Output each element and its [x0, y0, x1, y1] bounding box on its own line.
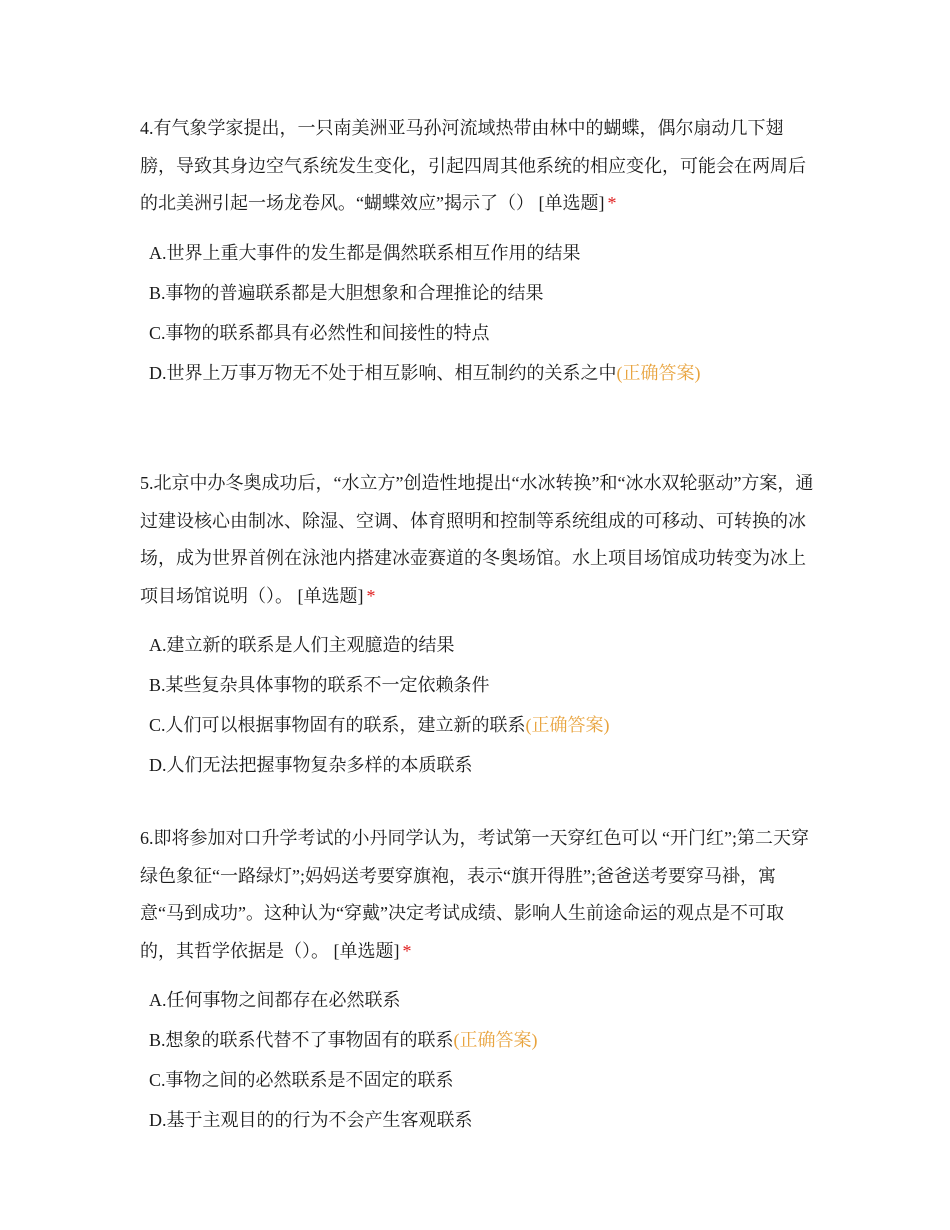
option-c [140, 313, 815, 353]
option-text: B.事物的普遍联系都是大胆想象和合理推论的结果 [149, 282, 544, 303]
correct-answer-label: (正确答案) [616, 362, 701, 383]
question-text: 6.即将参加对口升学考试的小丹同学认为，考试第一天穿红色可以 “开门红”;第二天穿绿色象征“一路绿灯”;妈妈送考要穿旗袍，表示“旗开得胜”;爸爸送考要穿马褂，寓意“马到成功”。这种认为“穿戴”决定考试成绩、影响人生前途命运的观点是不可取的，其哲学依据是（）。 [140, 828, 809, 961]
correct-answer-label: (正确答案) [453, 1030, 538, 1050]
question-text: 5.北京中办冬奥成功后，“水立方”创造性地提出“水冰转换”和“冰水双轮驱动”方案，通过建设核心由制冰、除湿、空调、体育照明和控制等系统组成的可移动、可转换的冰场，成为世界首例在泳池内搭建冰壶赛道的冬奥场馆。水上项目场馆成功转变为冰上项目场馆说明（）。 [140, 473, 814, 606]
option-a [140, 233, 815, 273]
option-text: D.基于主观目的的行为不会产生客观联系 [149, 1110, 473, 1130]
option-text: B.想象的联系代替不了事物固有的联系 [149, 1030, 454, 1050]
option-list [140, 625, 815, 785]
question-type-label: [单选题] [297, 585, 364, 606]
option-d [140, 1100, 815, 1140]
question-type-label: [单选题] [333, 940, 400, 961]
question-type-label: [单选题] [538, 193, 605, 213]
question-4 [140, 110, 815, 393]
option-list [140, 980, 815, 1140]
option-a [140, 625, 815, 665]
option-text: D.人们无法把握事物复杂多样的本质联系 [149, 755, 473, 775]
option-text: C.人们可以根据事物固有的联系，建立新的联系 [149, 715, 526, 735]
option-a [140, 980, 815, 1020]
question-5 [140, 465, 815, 785]
option-text: D.世界上万事万物无不处于相互影响、相互制约的关系之中 [149, 362, 617, 383]
option-text: C.事物的联系都具有必然性和间接性的特点 [149, 322, 490, 343]
required-mark: * [607, 193, 617, 213]
required-mark: * [402, 940, 412, 961]
option-list [140, 233, 815, 393]
option-text: A.建立新的联系是人们主观臆造的结果 [149, 635, 455, 655]
option-d [140, 353, 815, 393]
required-mark: * [366, 585, 376, 606]
correct-answer-label: (正确答案) [525, 715, 610, 735]
option-text: A.世界上重大事件的发生都是偶然联系相互作用的结果 [149, 242, 581, 263]
option-c [140, 1060, 815, 1100]
option-c [140, 705, 815, 745]
option-d [140, 745, 815, 785]
question-text: 4.有气象学家提出，一只南美洲亚马孙河流域热带由林中的蝴蝶，偶尔扇动几下翅膀，导致其身边空气系统发生变化，引起四周其他系统的相应变化，可能会在两周后的北美洲引起一场龙卷风。“蝴蝶效应”揭示了（） [140, 118, 806, 213]
option-b [140, 273, 815, 313]
question-stem [140, 110, 815, 223]
question-stem [140, 820, 815, 970]
option-text: A.任何事物之间都存在必然联系 [149, 990, 401, 1010]
option-text: C.事物之间的必然联系是不固定的联系 [149, 1070, 454, 1090]
option-b [140, 665, 815, 705]
question-6 [140, 820, 815, 1140]
option-b [140, 1020, 815, 1060]
question-stem [140, 465, 815, 615]
option-text: B.某些复杂具体事物的联系不一定依赖条件 [149, 675, 490, 695]
